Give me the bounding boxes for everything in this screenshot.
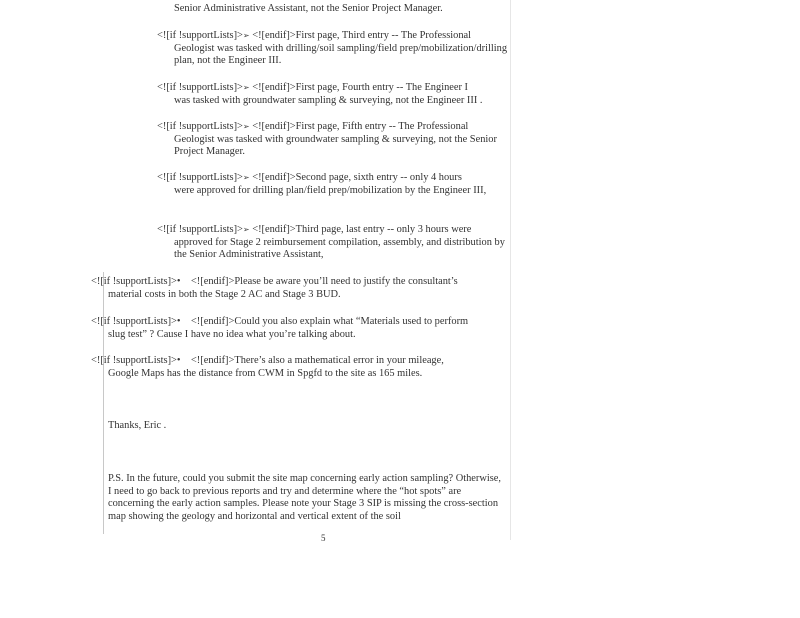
arrow-icon: ➢	[242, 122, 250, 131]
marker-suffix: <![endif]>	[190, 355, 235, 366]
marker-prefix: <![if !supportLists]>	[91, 276, 177, 287]
arrow-icon: ➢	[242, 173, 250, 182]
list-item	[157, 82, 509, 107]
item-continuation: Geologist was tasked with groundwater sampling & surveying, not the Senior Project Manager.	[174, 133, 497, 158]
bullet-continuation: slug test” ? Cause I have no idea what you’re talking about.	[108, 328, 356, 340]
item-head: Second page, sixth entry -- only 4 hours	[295, 172, 462, 183]
bullet-continuation: Google Maps has the distance from CWM in Spgfd to the site as 165 miles.	[108, 367, 423, 379]
bullet-item	[91, 276, 509, 301]
marker-suffix: <![endif]>	[190, 316, 235, 327]
marker-prefix: <![if !supportLists]>	[157, 82, 243, 93]
marker-suffix: <![endif]>	[252, 30, 296, 41]
arrow-icon: ➢	[242, 83, 250, 92]
page-number: 5	[321, 533, 326, 543]
list-item	[157, 224, 509, 262]
item-head: First page, Third entry -- The Professional	[295, 30, 472, 41]
item-head: Third page, last entry -- only 3 hours were	[295, 224, 472, 235]
postscript: P.S. In the future, could you submit the site map concerning early action sampling? Otherwise, I need to go back to previous reports and try and determine where the “hot spots” are concerning the early action samples. Please note your Stage 3 SIP is missing the cross-section map showing the geology and horizontal and vertical extent of the soil	[108, 473, 502, 522]
marker-suffix: <![endif]>	[252, 172, 296, 183]
list-item	[157, 30, 509, 68]
arrow-icon: ➢	[242, 225, 250, 234]
marker-suffix: <![endif]>	[252, 121, 296, 132]
bullet-continuation: material costs in both the Stage 2 AC and Stage 3 BUD.	[108, 288, 341, 300]
marker-prefix: <![if !supportLists]>	[157, 121, 243, 132]
item-head: First page, Fourth entry -- The Engineer I	[295, 82, 469, 93]
bullet-icon: •	[176, 276, 181, 287]
bullet-icon: •	[176, 355, 181, 366]
marker-suffix: <![endif]>	[252, 224, 296, 235]
item-continuation: were approved for drilling plan/field prep/mobilization by the Engineer III,	[174, 184, 487, 196]
list-item	[157, 121, 509, 159]
margin-rule	[103, 272, 104, 534]
marker-prefix: <![if !supportLists]>	[157, 224, 243, 235]
list-item	[157, 172, 509, 197]
bullet-item	[91, 355, 509, 380]
item-continuation: Geologist was tasked with drilling/soil sampling/field prep/mobilization/drilling plan, not the Engineer III.	[174, 42, 508, 67]
arrow-icon: ➢	[242, 31, 250, 40]
sign-off: Thanks, Eric .	[108, 420, 167, 431]
bullet-head: Could you also explain what “Materials used to perform	[234, 316, 469, 327]
marker-prefix: <![if !supportLists]>	[91, 355, 177, 366]
item-head: First page, Fifth entry -- The Professional	[295, 121, 469, 132]
item-continuation: approved for Stage 2 reimbursement compilation, assembly, and distribution by the Senior Administrative Assistant,	[174, 236, 505, 261]
marker-prefix: <![if !supportLists]>	[91, 316, 177, 327]
bullet-icon: •	[176, 316, 181, 327]
bullet-item	[91, 316, 509, 341]
bullet-head: There’s also a mathematical error in your mileage,	[234, 355, 444, 366]
marker-prefix: <![if !supportLists]>	[157, 172, 243, 183]
marker-suffix: <![endif]>	[190, 276, 235, 287]
marker-prefix: <![if !supportLists]>	[157, 30, 243, 41]
bullet-head: Please be aware you’ll need to justify the consultant’s	[234, 276, 458, 287]
marker-suffix: <![endif]>	[252, 82, 296, 93]
top-continuation-line: Senior Administrative Assistant, not the Senior Project Manager.	[174, 3, 443, 14]
page-edge	[510, 0, 511, 540]
item-continuation: was tasked with groundwater sampling & surveying, not the Engineer III .	[174, 94, 483, 106]
